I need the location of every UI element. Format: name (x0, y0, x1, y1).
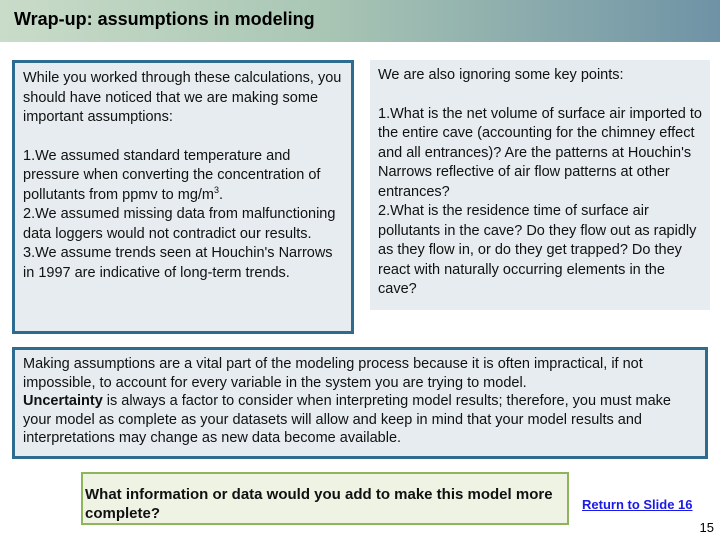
ignored-list (378, 105, 702, 300)
list-item (23, 244, 343, 283)
item-text: We assume trends seen at Houchin's Narrows in 1997 are indicative of long-term trends. (23, 245, 333, 281)
ignored-intro: We are also ignoring some key points: (378, 67, 624, 83)
superscript: 3 (214, 184, 220, 195)
question-box: What information or data would you add to make this model more complete? (81, 472, 569, 525)
list-item (378, 105, 702, 203)
item-number: 3. (23, 245, 36, 261)
uncertainty-term: Uncertainty (23, 393, 103, 409)
slide-title: Wrap-up: assumptions in modeling (14, 9, 315, 29)
list-item (23, 147, 343, 206)
item-number: 1. (378, 105, 391, 122)
assumptions-intro: While you worked through these calculations, you should have noticed that we are making some important assumptions: (23, 70, 342, 125)
page-number: 15 (699, 520, 714, 535)
ignored-points-box (370, 60, 710, 310)
assumptions-list (23, 147, 343, 284)
summary-text-continued: is always a factor to consider when interpreting model results; therefore, you must make your model as complete as your datasets will allow and keep in mind that your model results and interpretations may change as new data become available. (23, 393, 671, 446)
summary-box (12, 347, 708, 459)
item-text: We assumed standard temperature and pressure when converting the concentration of pollutants from ppmv to mg/m (23, 147, 321, 203)
item-number: 1. (23, 147, 36, 164)
item-text: What is the residence time of surface air pollutants in the cave? Do they flow out as rapidly as they flow in, or do they get trapped? Do they react with naturally occurring elements in the cave? (378, 203, 697, 297)
return-to-slide-link[interactable]: Return to Slide 16 (582, 497, 693, 512)
item-text: What is the net volume of surface air imported to the entire cave (accounting for the chimney effect and all entrances)? Are the patterns at Houchin's Narrows reflective of air flow patterns at other entrances? (378, 105, 702, 200)
item-text-end: . (219, 186, 224, 203)
title-bar (0, 0, 720, 42)
item-number: 2. (378, 203, 391, 219)
summary-text: Making assumptions are a vital part of the modeling process because it is often impractical, if not impossible, to account for every variable in the system you are trying to model. (23, 356, 643, 391)
assumptions-box (12, 60, 354, 334)
list-item (378, 202, 702, 300)
list-item (23, 205, 343, 244)
item-text: We assumed missing data from malfunctioning data loggers would not contradict our results. (23, 206, 336, 242)
item-number: 2. (23, 206, 36, 222)
